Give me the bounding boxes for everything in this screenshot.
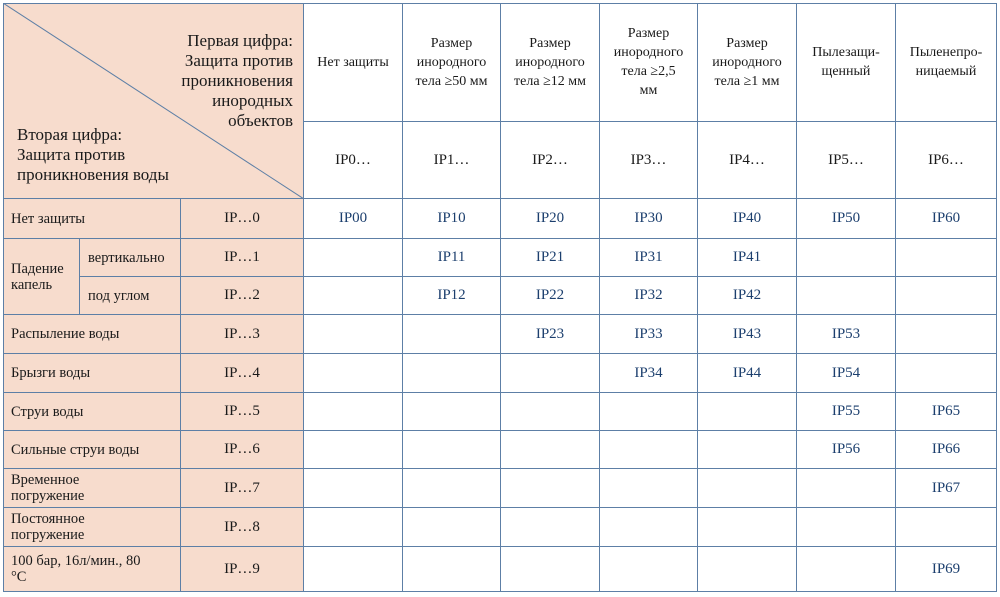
ip-cell-r4-c3-text: IP34 [634, 364, 663, 381]
ip-cell-r5-c2 [501, 393, 600, 431]
ip-cell-r6-c2 [501, 431, 600, 469]
ip-cell-r6-c4 [698, 431, 797, 469]
ip-cell-r1-c4-text: IP41 [732, 249, 762, 265]
ip-cell-r0-c5 [797, 199, 896, 239]
column-header-3 [600, 3, 698, 122]
row-suffix-2-text: IP…2 [224, 287, 260, 303]
column-code-2-text: IP2… [532, 151, 568, 168]
row-label-3-text: Распыление воды [11, 326, 120, 342]
column-header-1-text: Размер инородного тела ≥50 мм [415, 35, 488, 89]
ip-cell-r7-c2 [501, 469, 600, 508]
ip-cell-r3-c3-text: IP33 [634, 325, 663, 342]
ip-cell-r2-c1 [403, 277, 501, 315]
row-label-6 [3, 431, 181, 469]
ip-cell-r0-c4-text: IP40 [732, 210, 762, 226]
corner-cell [3, 3, 304, 199]
ip-cell-r4-c5-text: IP54 [831, 364, 861, 381]
ip-cell-r4-c1 [403, 354, 501, 393]
row-suffix-0 [181, 199, 304, 239]
ip-cell-r0-c1-text: IP10 [437, 210, 466, 226]
ip-cell-r3-c6 [896, 315, 997, 354]
ip-cell-r2-c4-text: IP42 [732, 287, 762, 303]
row-suffix-9 [181, 547, 304, 592]
column-header-2 [501, 3, 600, 122]
ip-cell-r1-c2 [501, 239, 600, 277]
ip-cell-r8-c1 [403, 508, 501, 547]
ip-cell-r7-c6-text: IP67 [931, 479, 961, 496]
ip-cell-r3-c5-text: IP53 [831, 325, 861, 342]
ip-cell-r5-c1 [403, 393, 501, 431]
ip-cell-r9-c1 [403, 547, 501, 592]
column-header-4-text: Размер инородного тела ≥1 мм [712, 35, 782, 89]
ip-cell-r3-c0 [304, 315, 403, 354]
column-header-4 [698, 3, 797, 122]
column-header-0 [304, 3, 403, 122]
ip-cell-r3-c2-text: IP23 [535, 325, 565, 342]
row-label-8-text: Постоянное погружение [11, 511, 85, 543]
ip-cell-r3-c5 [797, 315, 896, 354]
row-suffix-7 [181, 469, 304, 508]
row-suffix-0-text: IP…0 [224, 210, 260, 226]
ip-cell-r2-c5 [797, 277, 896, 315]
ip-cell-r0-c6 [896, 199, 997, 239]
row-suffix-2 [181, 277, 304, 315]
row-label-0-text: Нет защиты [11, 210, 86, 227]
ip-cell-r3-c1 [403, 315, 501, 354]
row-label-4-text: Брызги воды [11, 365, 91, 381]
ip-cell-r8-c0 [304, 508, 403, 547]
ip-cell-r8-c5 [797, 508, 896, 547]
ip-cell-r6-c5 [797, 431, 896, 469]
ip-cell-r1-c3-text: IP31 [634, 249, 663, 265]
row-label-8 [3, 508, 181, 547]
ip-cell-r3-c4-text: IP43 [732, 325, 762, 342]
row-suffix-6 [181, 431, 304, 469]
ip-cell-r9-c6 [896, 547, 997, 592]
ip-cell-r9-c4 [698, 547, 797, 592]
row-suffix-9-text: IP…9 [224, 560, 260, 577]
ip-cell-r1-c1-text: IP11 [437, 249, 466, 265]
ip-cell-r4-c3 [600, 354, 698, 393]
column-code-5-text: IP5… [828, 151, 864, 168]
column-code-3-text: IP3… [630, 151, 667, 168]
row-label-6-text: Сильные струи воды [11, 441, 140, 458]
ip-cell-r9-c3 [600, 547, 698, 592]
ip-cell-r7-c6 [896, 469, 997, 508]
column-code-4 [698, 122, 797, 199]
ip-cell-r0-c5-text: IP50 [831, 210, 861, 226]
ip-cell-r0-c4 [698, 199, 797, 239]
ip-cell-r7-c0 [304, 469, 403, 508]
ip-cell-r6-c0 [304, 431, 403, 469]
row-suffix-6-text: IP…6 [224, 441, 260, 457]
column-header-2-text: Размер инородного тела ≥12 мм [514, 35, 586, 89]
row-label-9 [3, 547, 181, 592]
second-digit-label: Вторая цифра: Защита против проникновения воды [17, 125, 169, 184]
ip-cell-r1-c0 [304, 239, 403, 277]
column-code-3 [600, 122, 698, 199]
column-code-0-text: IP0… [335, 151, 371, 168]
ip-cell-r4-c6 [896, 354, 997, 393]
row-label-2-text: под углом [88, 287, 150, 304]
row-suffix-4 [181, 354, 304, 393]
ip-cell-r0-c0-text: IP00 [338, 210, 368, 226]
column-header-5 [797, 3, 896, 122]
column-code-6 [896, 122, 997, 199]
ip-cell-r4-c4-text: IP44 [732, 364, 762, 381]
column-header-6-text: Пыленепро- ницаемый [909, 45, 983, 79]
ip-cell-r8-c3 [600, 508, 698, 547]
ip-cell-r1-c3 [600, 239, 698, 277]
ip-cell-r5-c0 [304, 393, 403, 431]
first-digit-label: Первая цифра: Защита против проникновения инородных объектов [181, 31, 293, 130]
row-label-4 [3, 354, 181, 393]
row-suffix-1 [181, 239, 304, 277]
column-code-2 [501, 122, 600, 199]
row-label-0 [3, 199, 181, 239]
ip-cell-r0-c1 [403, 199, 501, 239]
ip-cell-r7-c4 [698, 469, 797, 508]
row-label-2 [80, 277, 181, 315]
ip-cell-r0-c2-text: IP20 [535, 210, 565, 226]
ip-cell-r0-c6-text: IP60 [931, 210, 961, 226]
ip-cell-r9-c2 [501, 547, 600, 592]
ip-cell-r4-c2 [501, 354, 600, 393]
ip-cell-r2-c1-text: IP12 [437, 287, 466, 303]
column-header-5-text: Пылезащи- щенный [812, 45, 880, 79]
row-label-9-text: 100 бар, 16л/мин., 80 °C [11, 553, 141, 585]
column-header-0-text: Нет защиты [317, 54, 389, 70]
ip-cell-r1-c1 [403, 239, 501, 277]
row-label-1-text: вертикально [88, 249, 165, 266]
row-label-1 [80, 239, 181, 277]
ip-cell-r9-c5 [797, 547, 896, 592]
ip-cell-r2-c3-text: IP32 [634, 287, 663, 303]
ip-cell-r7-c1 [403, 469, 501, 508]
ip-cell-r0-c2 [501, 199, 600, 239]
ip-cell-r7-c3 [600, 469, 698, 508]
column-code-4-text: IP4… [729, 151, 765, 168]
ip-cell-r3-c4 [698, 315, 797, 354]
ip-cell-r6-c5-text: IP56 [831, 441, 861, 457]
row-label-5-text: Струи воды [11, 403, 84, 420]
ip-cell-r4-c4 [698, 354, 797, 393]
ip-cell-r7-c5 [797, 469, 896, 508]
ip-cell-r6-c1 [403, 431, 501, 469]
row-suffix-5-text: IP…5 [224, 403, 260, 419]
ip-cell-r8-c6 [896, 508, 997, 547]
ip-cell-r1-c4 [698, 239, 797, 277]
ip-cell-r5-c4 [698, 393, 797, 431]
ip-cell-r2-c0 [304, 277, 403, 315]
ip-cell-r8-c4 [698, 508, 797, 547]
ip-cell-r9-c0 [304, 547, 403, 592]
ip-cell-r2-c3 [600, 277, 698, 315]
ip-cell-r6-c6 [896, 431, 997, 469]
row-label-5 [3, 393, 181, 431]
ip-cell-r5-c5-text: IP55 [831, 403, 861, 419]
column-code-5 [797, 122, 896, 199]
column-header-6 [896, 3, 997, 122]
ip-cell-r2-c4 [698, 277, 797, 315]
ip-cell-r0-c3-text: IP30 [634, 210, 663, 226]
ip-cell-r1-c2-text: IP21 [535, 249, 565, 265]
ip-cell-r5-c6 [896, 393, 997, 431]
ip-cell-r4-c5 [797, 354, 896, 393]
ip-cell-r3-c2 [501, 315, 600, 354]
ip-cell-r5-c6-text: IP65 [931, 403, 961, 419]
ip-cell-r2-c2 [501, 277, 600, 315]
ip-cell-r6-c3 [600, 431, 698, 469]
ip-cell-r0-c3 [600, 199, 698, 239]
ip-cell-r5-c3 [600, 393, 698, 431]
row-suffix-7-text: IP…7 [224, 479, 260, 496]
group-label-drops [3, 239, 80, 315]
column-header-3-text: Размер инородного тела ≥2,5 мм [613, 26, 684, 98]
ip-cell-r2-c2-text: IP22 [535, 287, 565, 303]
ip-cell-r6-c6-text: IP66 [931, 441, 961, 457]
ip-cell-r2-c6 [896, 277, 997, 315]
column-code-1-text: IP1… [433, 151, 470, 168]
ip-cell-r9-c6-text: IP69 [931, 560, 961, 577]
row-suffix-3 [181, 315, 304, 354]
row-label-7 [3, 469, 181, 508]
row-label-3 [3, 315, 181, 354]
column-code-0 [304, 122, 403, 199]
row-suffix-5 [181, 393, 304, 431]
ip-cell-r0-c0 [304, 199, 403, 239]
column-code-1 [403, 122, 501, 199]
row-suffix-8 [181, 508, 304, 547]
row-suffix-1-text: IP…1 [224, 249, 260, 265]
ip-cell-r1-c6 [896, 239, 997, 277]
row-suffix-4-text: IP…4 [224, 364, 260, 381]
ip-cell-r4-c0 [304, 354, 403, 393]
ip-cell-r1-c5 [797, 239, 896, 277]
ip-cell-r8-c2 [501, 508, 600, 547]
column-code-6-text: IP6… [928, 151, 964, 168]
ip-cell-r3-c3 [600, 315, 698, 354]
row-label-7-text: Временное погружение [11, 472, 85, 504]
row-suffix-8-text: IP…8 [224, 518, 260, 535]
ip-cell-r5-c5 [797, 393, 896, 431]
row-suffix-3-text: IP…3 [224, 325, 260, 342]
group-label-drops-text: Падение капель [11, 260, 64, 293]
column-header-1 [403, 3, 501, 122]
